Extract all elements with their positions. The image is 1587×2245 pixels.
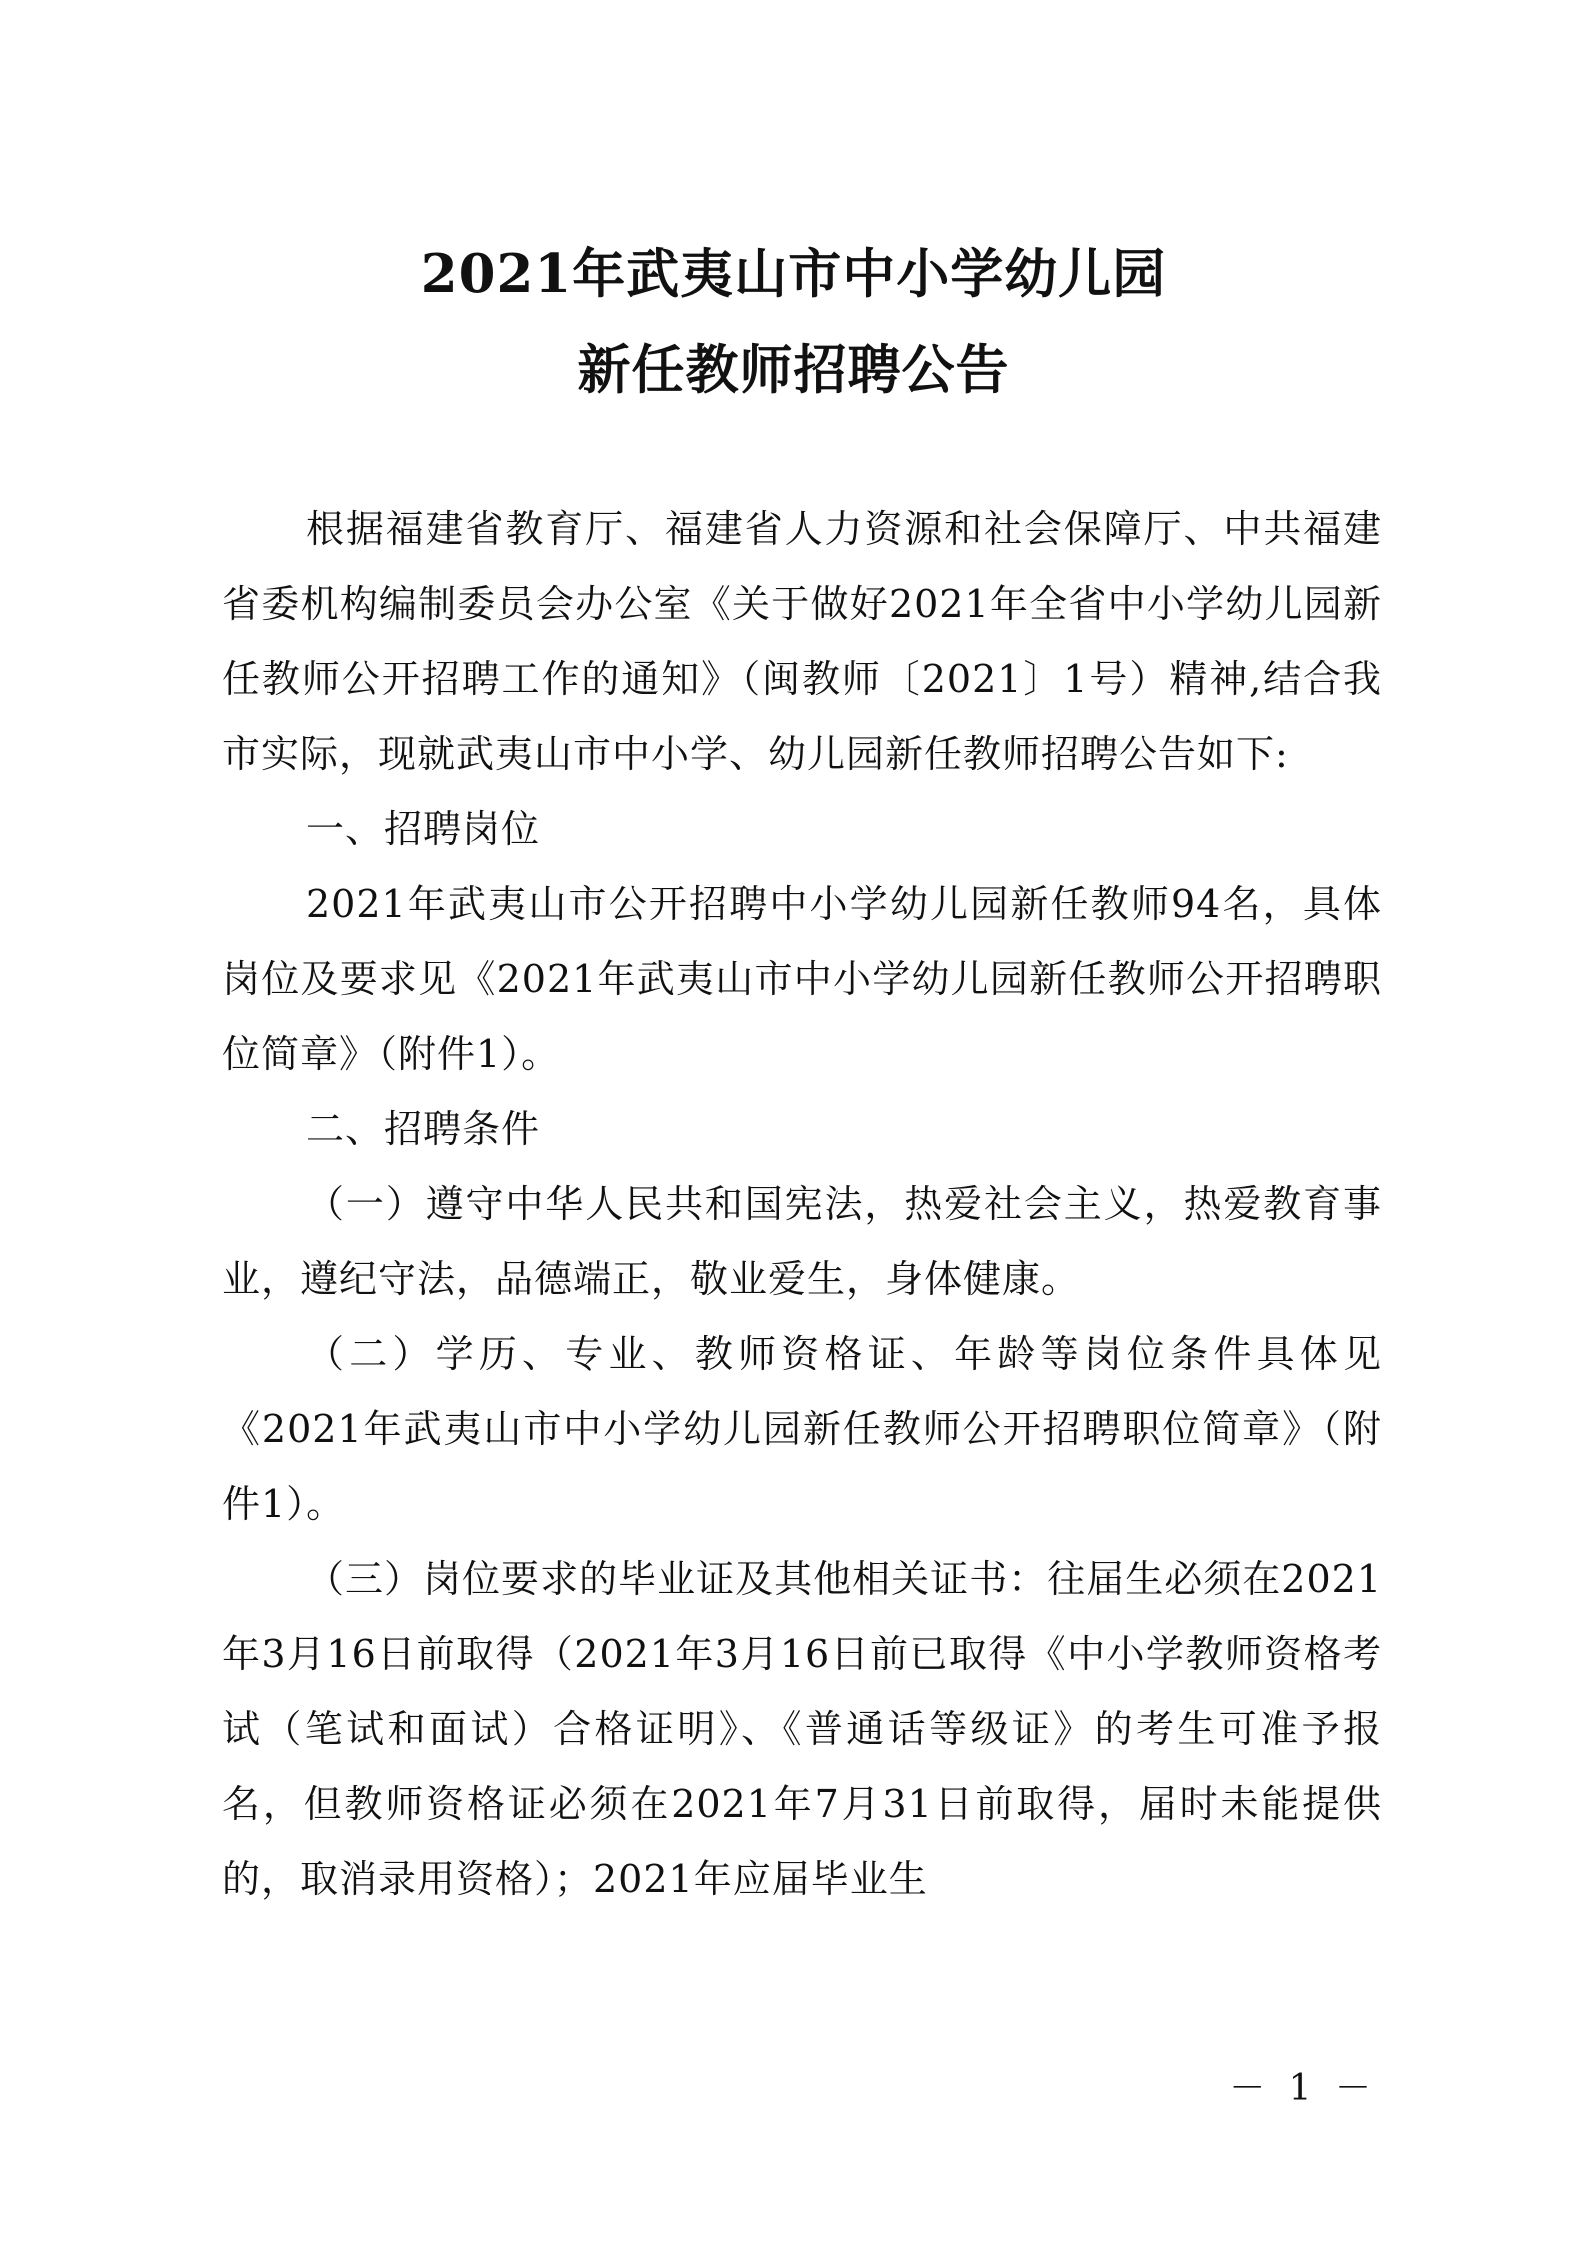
intro-paragraph: 根据福建省教育厅、福建省人力资源和社会保障厅、中共福建省委机构编制委员会办公室《关于做好2021年全省中小学幼儿园新任教师公开招聘工作的通知》（闽教师〔2021〕1号）精神,结合我市实际，现就武夷山市中小学、幼儿园新任教师招聘公告如下: bbox=[222, 507, 1382, 776]
condition-paragraph-1: （一）遵守中华人民共和国宪法，热爱社会主义，热爱教育事业，遵纪守法，品德端正，敬业爱生，身体健康。 bbox=[222, 1182, 1382, 1301]
page-number: － 1 － bbox=[1229, 2068, 1377, 2109]
section-heading-positions: 一、招聘岗位 bbox=[306, 807, 541, 851]
section-heading-conditions: 二、招聘条件 bbox=[306, 1107, 541, 1151]
condition-paragraph-3: （三）岗位要求的毕业证及其他相关证书：往届生必须在2021年3月16日前取得（2021年3月16日前已取得《中小学教师资格考试（笔试和面试）合格证明》、《普通话等级证》的考生可准予报名，但教师资格证必须在2021年7月31日前取得，届时未能提供的，取消录用资格）；2021年应届毕业生 bbox=[222, 1557, 1382, 1901]
positions-paragraph: 2021年武夷山市公开招聘中小学幼儿园新任教师94名，具体岗位及要求见《2021年武夷山市中小学幼儿园新任教师公开招聘职位简章》（附件1）。 bbox=[222, 882, 1382, 1076]
document-title-line-2: 新任教师招聘公告 bbox=[577, 339, 1010, 401]
document-body bbox=[222, 492, 1382, 1917]
condition-paragraph-2: （二）学历、专业、教师资格证、年龄等岗位条件具体见《2021年武夷山市中小学幼儿园新任教师公开招聘职位简章》（附件1）。 bbox=[222, 1332, 1382, 1526]
document-title-line-1: 2021年武夷山市中小学幼儿园 bbox=[420, 243, 1167, 305]
